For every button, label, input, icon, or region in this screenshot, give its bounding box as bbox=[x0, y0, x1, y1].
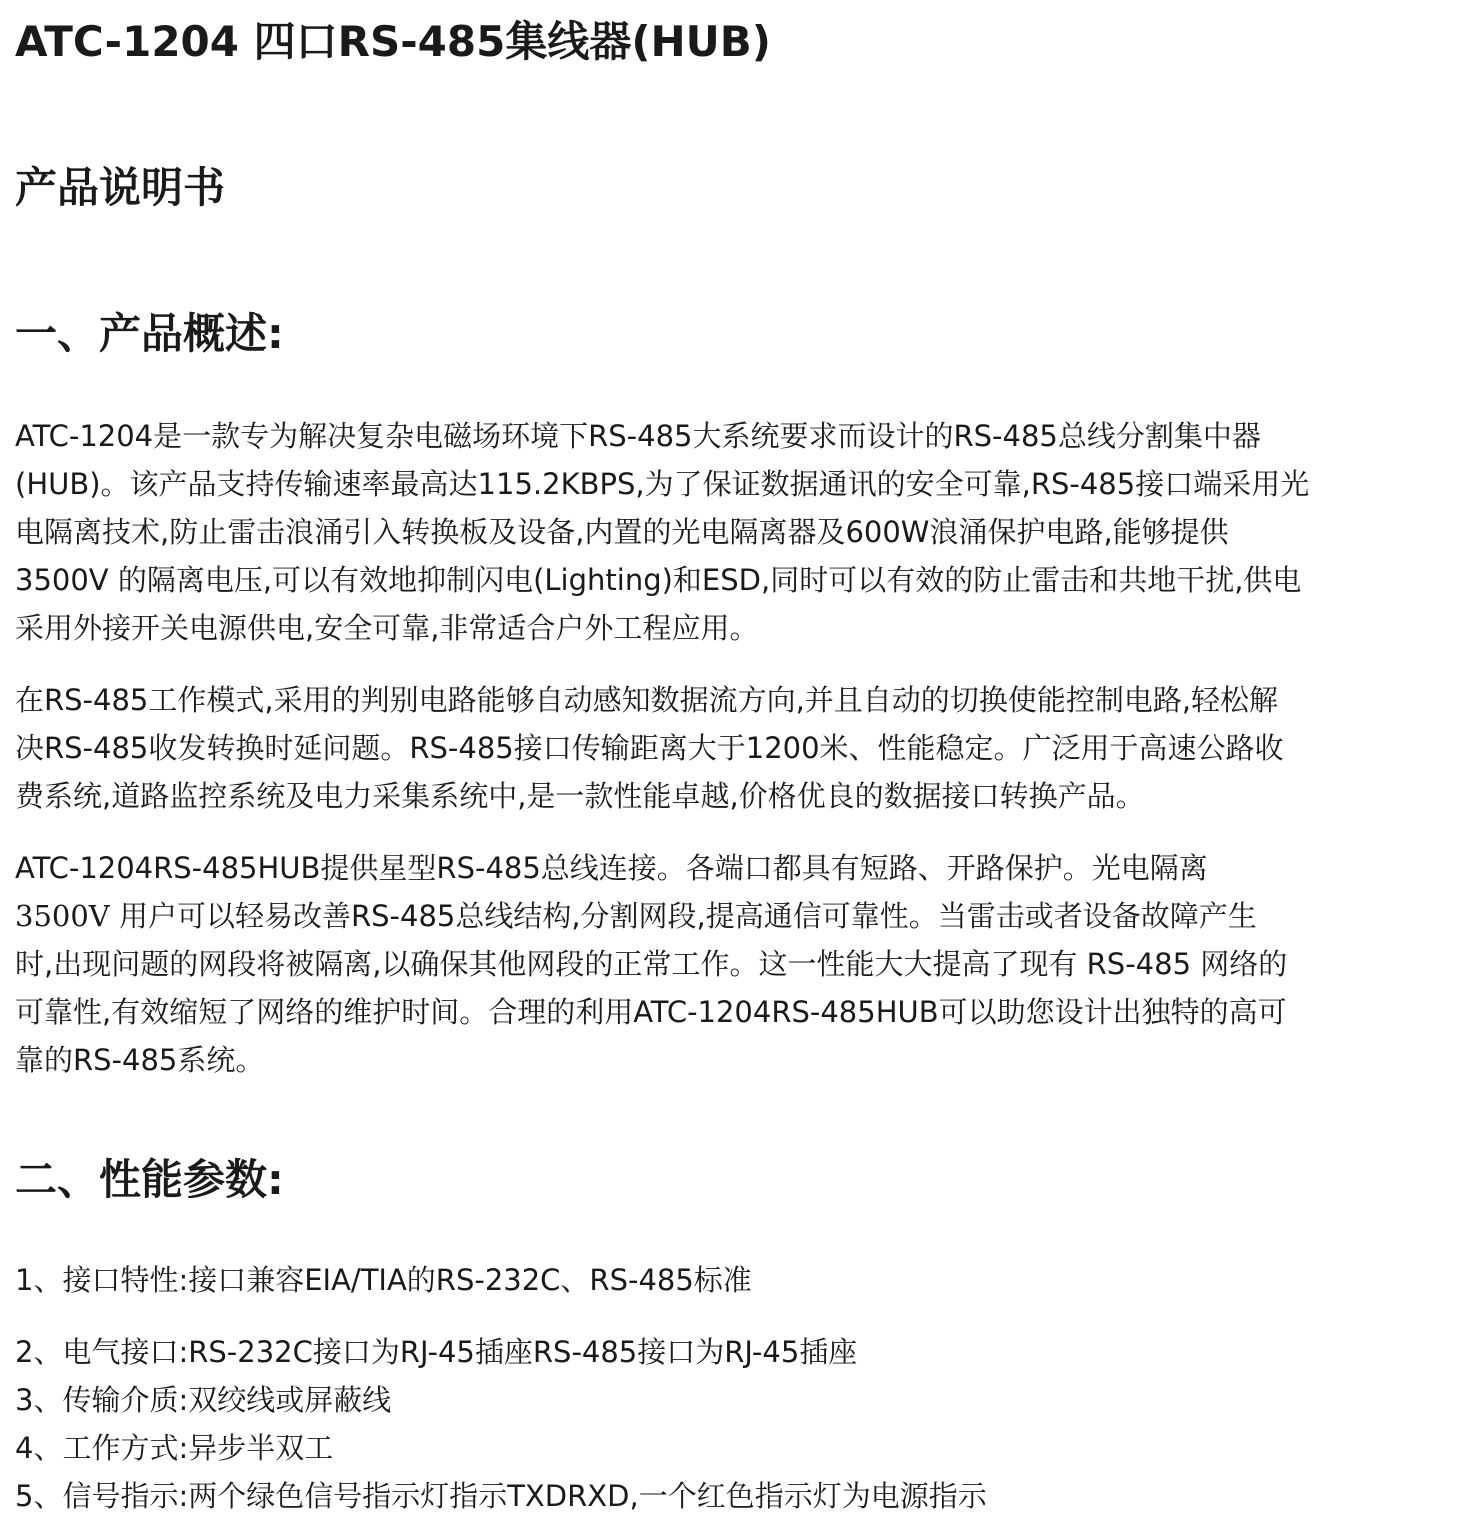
paragraph-line: 时,出现问题的网段将被隔离,以确保其他网段的正常工作。这一性能大大提高了现有 RS-485 网络的 bbox=[15, 947, 1288, 981]
voltage-value: 3500V bbox=[15, 899, 110, 933]
overview-paragraph-1 bbox=[15, 412, 1415, 652]
paragraph-line: 3500V 的隔离电压,可以有效地抑制闪电(Lighting)和ESD,同时可以有效的防止雷击和共地干扰,供电 bbox=[15, 563, 1302, 597]
document-subtitle: 产品说明书 bbox=[15, 163, 226, 212]
parameter-item-signal: 5、信号指示:两个绿色信号指示灯指示TXDRXD,一个红色指示灯为电源指示 bbox=[15, 1479, 987, 1513]
paragraph-line-text: 用户可以轻易改善RS-485总线结构,分割网段,提高通信可靠性。当雷击或者设备故障产生 bbox=[109, 899, 1257, 933]
paragraph-line: (HUB)。该产品支持传输速率最高达115.2KBPS,为了保证数据通讯的安全可靠,RS-485接口端采用光 bbox=[15, 467, 1310, 501]
paragraph-line: 在RS-485工作模式,采用的判别电路能够自动感知数据流方向,并且自动的切换使能控制电路,轻松解 bbox=[15, 683, 1279, 717]
parameter-item-electrical: 2、电气接口:RS-232C接口为RJ-45插座RS-485接口为RJ-45插座 bbox=[15, 1335, 858, 1369]
overview-paragraph-2 bbox=[15, 676, 1415, 820]
parameter-item-interface: 1、接口特性:接口兼容EIA/TIA的RS-232C、RS-485标准 bbox=[15, 1263, 752, 1297]
paragraph-line: 采用外接开关电源供电,安全可靠,非常适合户外工程应用。 bbox=[15, 611, 759, 645]
paragraph-line: 费系统,道路监控系统及电力采集系统中,是一款性能卓越,价格优良的数据接口转换产品。 bbox=[15, 779, 1145, 813]
section-heading-overview: 一、产品概述: bbox=[15, 309, 284, 358]
paragraph-line: 决RS-485收发转换时延问题。RS-485接口传输距离大于1200米、性能稳定。广泛用于高速公路收 bbox=[15, 731, 1284, 765]
section-heading-parameters: 二、性能参数: bbox=[15, 1155, 284, 1204]
document-title: ATC-1204 四口RS-485集线器(HUB) bbox=[15, 17, 771, 66]
paragraph-line: 可靠性,有效缩短了网络的维护时间。合理的利用ATC-1204RS-485HUB可以助您设计出独特的高可 bbox=[15, 995, 1287, 1029]
paragraph-line: ATC-1204是一款专为解决复杂电磁场环境下RS-485大系统要求而设计的RS-485总线分割集中器 bbox=[15, 419, 1261, 453]
overview-paragraph-3 bbox=[15, 844, 1415, 1084]
paragraph-line: ATC-1204RS-485HUB提供星型RS-485总线连接。各端口都具有短路、开路保护。光电隔离 bbox=[15, 851, 1208, 885]
parameter-item-medium: 3、传输介质:双绞线或屏蔽线 bbox=[15, 1383, 392, 1417]
parameter-item-mode: 4、工作方式:异步半双工 bbox=[15, 1431, 334, 1465]
paragraph-line bbox=[15, 892, 1415, 940]
paragraph-line: 靠的RS-485系统。 bbox=[15, 1043, 265, 1077]
paragraph-line: 电隔离技术,防止雷击浪涌引入转换板及设备,内置的光电隔离器及600W浪涌保护电路,能够提供 bbox=[15, 515, 1229, 549]
